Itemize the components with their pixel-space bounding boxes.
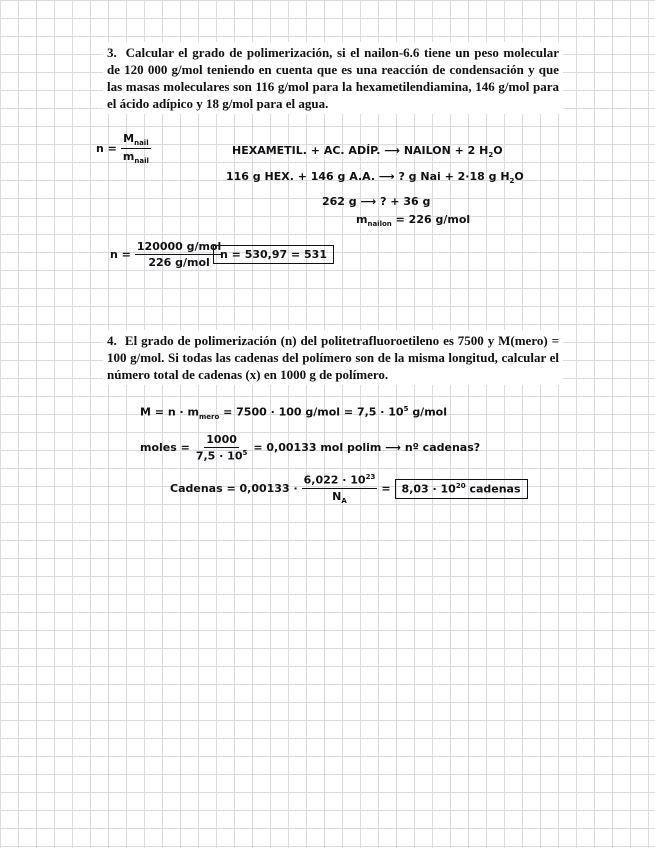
chains-result-sup: 20 <box>455 482 466 491</box>
chains-result-box <box>395 479 528 499</box>
chains-denominator-sub: A <box>341 496 347 505</box>
calc-numerator: 120000 g/mol <box>136 240 222 253</box>
moles-numerator: 1000 <box>206 433 237 446</box>
problem-3-statement <box>103 42 563 114</box>
reaction-sub: 2 <box>488 151 494 160</box>
nailon-mass-value: = 226 g/mol <box>395 213 471 226</box>
chains-denominator: N <box>332 489 342 503</box>
masses-end: O <box>514 170 524 183</box>
nailon-mass-line <box>356 213 470 228</box>
problem-4-text: El grado de polimerización (n) del politetrafluoroetileno es 7500 y M(mero) = 100 g/mol. Si todas las cadenas del polímero son de la misma longitud, calcular el número total de cadenas (x) en 1000 g de polímero. <box>107 333 559 382</box>
problem-3-text: Calcular el grado de polimerización, si el nailon-6.6 tiene un peso molecular de 120 000 g/mol teniendo en cuenta que es una reacción de condensación y que las masas moleculares son 116 g/mol para la hexametilendiamina, 146 g/mol para el ácido adípico y 18 g/mol para el agua. <box>107 45 560 111</box>
mm-sup: 5 <box>403 405 409 413</box>
masses-text: 116 g HEX. + 146 g A.A. ⟶ ? g Nai + 2·18 g H <box>226 170 510 183</box>
chains-numerator-sup: 23 <box>365 473 376 481</box>
moles-fraction <box>194 433 250 463</box>
formula-lhs: n = <box>96 142 117 156</box>
reaction-end: O <box>493 144 503 157</box>
calc-lhs: n = <box>110 248 131 261</box>
chains-equals: = <box>381 482 391 496</box>
nailon-mass-sub: nailon <box>367 220 392 229</box>
calc-fraction <box>135 240 223 269</box>
formula-denominator: m <box>122 150 135 164</box>
formula-numerator: M <box>123 132 135 145</box>
reaction-line <box>232 144 503 159</box>
formula-denominator-sub: nail <box>134 157 149 166</box>
moles-denominator: 7,5 · 10 <box>195 449 243 463</box>
mm-part-c: g/mol <box>412 405 447 419</box>
calc-denominator: 226 g/mol <box>148 256 210 269</box>
moles-rhs: = 0,00133 mol polim ⟶ nº cadenas? <box>253 441 481 455</box>
problem-3-number: 3. <box>107 45 117 60</box>
reaction-text: HEXAMETIL. + AC. ADÍP. ⟶ NAILON + 2 H <box>232 144 489 157</box>
degree-formula <box>96 132 151 165</box>
chains-line <box>170 473 528 505</box>
degree-calculation <box>110 240 223 269</box>
chains-numerator: 6,022 · 10 <box>303 473 366 487</box>
problem-4-statement <box>103 330 563 385</box>
formula-fraction <box>121 132 151 165</box>
chains-fraction <box>302 473 378 505</box>
mm-part-b: = 7500 · 100 g/mol = 7,5 · 10 <box>223 405 404 419</box>
chains-lhs: Cadenas = 0,00133 · <box>170 482 298 496</box>
chains-result-unit: cadenas <box>469 482 521 496</box>
problem-4-number: 4. <box>107 333 117 348</box>
molecular-mass-line <box>140 405 447 421</box>
moles-lhs: moles = <box>140 441 190 455</box>
chains-result-value: 8,03 · 10 <box>401 482 456 496</box>
moles-line <box>140 433 480 463</box>
nailon-mass-label: m <box>356 213 368 226</box>
degree-result-box: n = 530,97 = 531 <box>213 245 334 264</box>
mm-sub: mero <box>198 412 220 421</box>
mm-part-a: M = n · m <box>140 405 199 419</box>
masses-line <box>226 170 524 185</box>
moles-denominator-sup: 5 <box>242 449 248 457</box>
masses-sub: 2 <box>509 177 515 186</box>
formula-numerator-sub: nail <box>134 139 149 148</box>
sum-line: 262 g ⟶ ? + 36 g <box>322 195 431 208</box>
